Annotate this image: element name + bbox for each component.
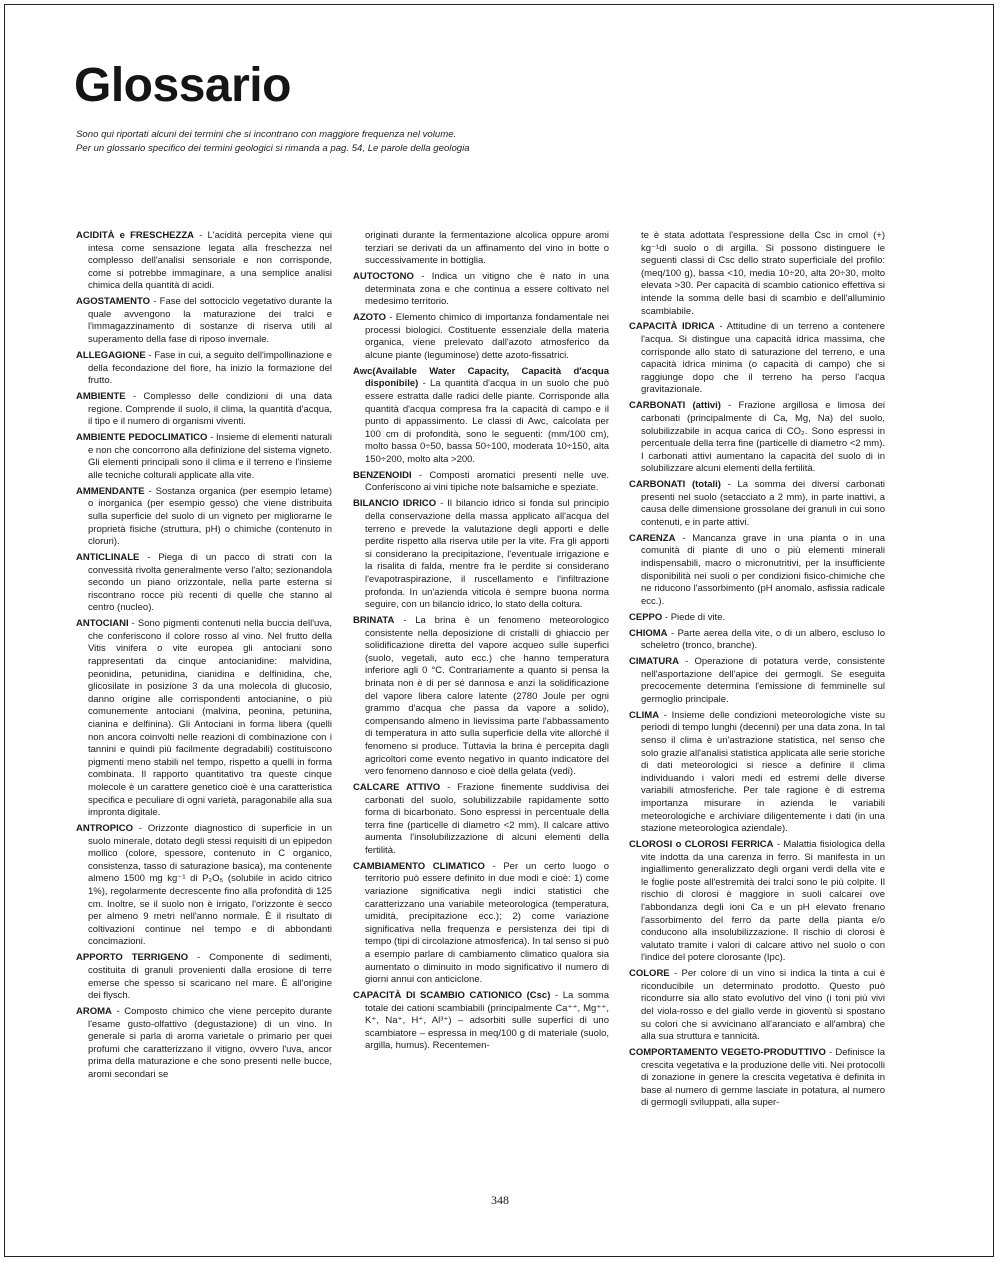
- glossary-column-3: [629, 230, 885, 1185]
- glossary-term: CLIMA: [629, 709, 660, 721]
- glossary-definition: Fase in cui, a seguito dell'impollinazione e della fecondazione del fiore, ha inizio la formazione del frutto.: [88, 349, 332, 387]
- glossary-term: CARBONATI (attivi): [629, 400, 721, 412]
- glossary-term: AZOTO: [353, 312, 387, 324]
- glossary-definition: Frazione argillosa e limosa dei carbonati (principalmente di Ca, Mg, Na) del suolo, solubilizzabile in acqua carica di CO₂. Sono espressi in percentuale della terra fine (particelle di diametro <2 mm). I carbonati attivi aumentano la capacità del suolo di in solubilizzare alcuni elementi della fertilità.: [641, 400, 885, 475]
- glossary-definition: Il bilancio idrico si fonda sul principio della conservazione della massa applicato all'acqua del terreno e prevede la valutazione degli apporti e delle perdite rispetto alla riserva utile per la vite. Fra gli apporti si considerano la precipitazione, l'eventuale irrigazione e la risalita di falda, mentre fra le perdite si considerano l'evapotraspirazione, il ruscellamento e l'infiltrazione profonda. In un'azienda viticola è sempre buona norma seguire, con un bilancio idrico, lo stato della coltura.: [365, 498, 609, 611]
- glossary-definition: Componente di sedimenti, costituita di granuli provenienti dalla erosione di terre emerse che spesso si scaricano nel mare. È all'origine dei flysch.: [88, 952, 332, 1002]
- glossary-definition: Frazione finemente suddivisa dei carbonati del suolo, solubilizzabile rapidamente sotto forma di bicarbonato. Sono espressi in percentuale della terra fine (particelle di diametro <2 mm). Il calcare attivo aumenta l'insolubilizzazione di alcuni elementi della fertilità.: [365, 782, 609, 856]
- glossary-definition: Per un certo luogo o territorio può essere definito in due modi e cioè: 1) come variazione significativa negli indici statistici che caratterizzano una variabile meteorologica (temperatura, umidità, precipitazione ecc.); 2) come variazione significativa nella frequenza e persistenza dei tipi di tempo (tipi di circolazione atmosferica). In tal senso si può a esempio parlare di cambiamento climatico qualora sia aumentato o diminuito in modo significativo il numero di giorni annui con anticiclone.: [365, 860, 609, 986]
- glossary-term: BRINATA: [353, 615, 395, 626]
- glossary-entry: ANTOCIANI - Sono pigmenti contenuti nella buccia dell'uva, che conferiscono il colore rosso al vino. Nel frutto della Vitis vinifera o vite europea gli antociani sono rappresentati da cinque antocianidine: malvidina, peonidina, petunidina, cianidina e delfinidina, che, glicosilate in posizione 3 da una molecola di glucosio, danno origine alle corrispondenti antocianine, o più comunemente antociani (malvina, peonina, petunina, cianina e delfinina). Gli Antociani in forma libera (quelli non ancora coinvolti nelle reazioni di combinazione con i tannini e quindi più facilmente degradabili) costituiscono pigmenti meno stabili nel tempo, rispetto a quelli in forma combinata. Il rapporto quantitativo tra queste cinque molecole è un carattere genetico cioè è una caratteristica specifica e peculiare di ogni varietà, paragonabile alla sua impronta digitale.: [76, 618, 332, 819]
- glossary-entry: ANTROPICO - Orizzonte diagnostico di superficie in un suolo minerale, dotato degli stessi requisiti di un epipedon mollico (colore, spessore, contenuto in C organico, consistenza, tasso di saturazione basica), ma contenente almeno 1500 mg kg⁻¹ di P₂O₅ (solubile in acido citrico 1%), regolarmente decrescente fino alla profondità di 125 cm. Inoltre, se il suolo non è irrigato, l'orizzonte è secco per almeno 9 metri nell'anno normale. È il risultato di coltivazioni continue nel tempo e di abbondanti concimazioni.: [76, 823, 332, 948]
- glossary-term: AMBIENTE: [76, 391, 126, 403]
- glossary-definition: L'acidità percepita viene qui intesa come sensazione legata alla freschezza nel complesso dell'analisi sensoriale e non corrisponde, come si potrebbe immaginare, a una semplice analisi chimica della quantità di acidi.: [88, 230, 332, 292]
- glossary-entry: CEPPO - Piede di vite.: [629, 611, 726, 623]
- glossary-entry: CALCARE ATTIVO - Frazione finemente suddivisa dei carbonati del suolo, solubilizzabile rapidamente sotto forma di bicarbonato. Sono espressi in percentuale della terra fine (particelle di diametro <2 mm). Il calcare attivo aumenta l'insolubilizzazione di alcuni elementi della fertilità.: [353, 782, 609, 856]
- glossary-entry: APPORTO TERRIGENO - Componente di sedimenti, costituita di granuli provenienti dalla erosione di terre emerse che spesso si scaricano nel mare. È all'origine dei flysch.: [76, 952, 332, 1002]
- glossary-entry: CAMBIAMENTO CLIMATICO - Per un certo luogo o territorio può essere definito in due modi e cioè: 1) come variazione significativa negli indici statistici che caratterizzano una variabile meteorologica (temperatura, umidità, precipitazione ecc.); 2) come variazione significativa nella frequenza e persistenza dei tipi di tempo (tipi di circolazione atmosferica). In tal senso si può a esempio parlare di cambiamento climatico qualora sia aumentato o diminuito in modo significativo il numero di giorni annui con anticiclone.: [353, 860, 609, 986]
- glossary-entry: CLIMA - Insieme delle condizioni meteorologiche viste su periodi di tempo lunghi (decenni) per una data zona. In tal senso il clima è un'astrazione statistica, nel senso che solo grazie all'analisi statistica applicata alle serie storiche di dati meteorologici si riesce a definire il clima individuando i valori medi ed estremi delle diverse variabili atmosferiche. Per tale ragione è di estrema importanza misurare in azienda le variabili meteorologiche e archiviare diligentemente i dati (in una stazione meteorologica aziendale).: [629, 709, 885, 835]
- glossary-definition: Attitudine di un terreno a contenere l'acqua. Si distingue una capacità idrica massima, che corrisponde allo stato di saturazione del terreno, e una capacità idrica minima (o capacità di campo) che si raggiunge dopo che il terreno ha perso l'acqua gravitazionale.: [641, 321, 885, 396]
- glossary-column-1: [76, 230, 332, 1185]
- glossary-entry: BENZENOIDI - Composti aromatici presenti nelle uve. Conferiscono ai vini tipiche note balsamiche e speziate.: [353, 469, 609, 494]
- glossary-definition: Malattia fisiologica della vite indotta da una carenza in ferro. Si manifesta in un ingiallimento generalizzato degli organi verdi della vite e le foglie poste all'estremità dei tralci sono le più colpite. Il rischio di clorosi è maggiore in suoli calcarei ove l'abbondanza degli ioni Ca e un pH elevato frenano l'assorbimento del ferro da parte della pianta e/o conducono alla insolubilizzazione. Il rischio di clorosi è valutato tramite i valori di calcare attivo nel suolo o con l'indice del potere clorosante (Ipc).: [641, 838, 885, 964]
- glossary-definition: Sono pigmenti contenuti nella buccia dell'uva, che conferiscono il colore rosso al vino. Nel frutto della Vitis vinifera o vite europea gli antociani sono rappresentati da cinque antocianidine: malvidina, peonidina, petunidina, cianidina e delfinidina, che, glicosilate in posizione 3 da una molecola di glucosio, danno origine alle corrispondenti antocianine, o più comunemente antociani (malvina, peonina, petunina, cianina e delfinina). Gli Antociani in forma libera (quelli non ancora coinvolti nelle reazioni di combinazione con i tannini e quindi più facilmente degradabili) costituiscono pigmenti meno stabili nel tempo, rispetto a quelli in forma combinata. Il rapporto quantitativo tra queste cinque molecole è un carattere genetico cioè è una caratteristica specifica e peculiare di ogni varietà, paragonabile alla sua impronta digitale.: [88, 618, 332, 819]
- glossary-column-2: [353, 230, 609, 1185]
- glossary-definition: Complesso delle condizioni di una data regione. Comprende il suolo, il clima, la quantità d'acqua, il tipo e il numero di organismi viventi.: [88, 391, 332, 428]
- glossary-entry-continuation: [629, 230, 885, 318]
- glossary-definition: Sostanza organica (per esempio letame) o inorganica (per esempio gesso) che viene distribuita sulla superficie del suolo di un vigneto per migliorarne le proprietà fisiche (struttura, pH) o chimiche (contenuto in cloruri).: [88, 485, 332, 548]
- glossary-term: CAPACITÀ IDRICA: [629, 321, 715, 333]
- glossary-definition: Composto chimico che viene percepito durante l'esame gusto-olfattivo (degustazione) di un vino. In generale si parla di aroma varietale o primario per quei profumi che caratterizzano il vitigno, ovvero l'uva, ancor prima della maturazione e che sono presenti nelle bucce, aromi secondari se: [88, 1006, 332, 1080]
- intro-line: Per un glossario specifico dei termini geologici si rimanda a pag. 54, Le parole della geologia: [76, 143, 470, 154]
- glossary-term: ACIDITÀ e FRESCHEZZA: [76, 230, 194, 241]
- glossary-term: BENZENOIDI: [353, 469, 412, 481]
- glossary-definition: La quantità d'acqua in un suolo che può essere estratta dalle radici delle piante. Corrisponde alla quantità d'acqua compresa fra la capacità di campo e il punto di appassimento. Le classi di Awc, calcolata per 100 cm di profondità, sono le seguenti: (mm/100 cm), molto bassa 0÷50, bassa 50÷100, moderata 10÷150, alta 150÷200, molto alta >200.: [365, 378, 609, 465]
- glossary-entry: ACIDITÀ e FRESCHEZZA - L'acidità percepita viene qui intesa come sensazione legata alla freschezza nel complesso dell'analisi sensoriale e non corrisponde, come si potrebbe immaginare, a una semplice analisi chimica della quantità di acidi.: [76, 230, 332, 292]
- glossary-definition: Piega di un pacco di strati con la convessità rivolta generalmente verso l'alto; sezionandola secondo un piano orizzontale, nella parte esterna si riscontrano rocce più recenti di quelle che stanno al centro (nucleo).: [88, 552, 332, 614]
- glossary-entry: COLORE - Per colore di un vino si indica la tinta a cui è riconducibile un determinato prodotto. Questo può ricondurre sia allo stato evolutivo del vino (i toni più vivi del viola-rosso e del giallo verde in gioventù si spostano su colori che si avvicinano all'aranciato e all'ambra) che alla sua struttura e tannicità.: [629, 968, 885, 1043]
- glossary-entry: AZOTO - Elemento chimico di importanza fondamentale nei processi biologici. Costituente essenziale della materia organica, viene prelevato dall'azoto atmosferico da alcune piante (leguminose) dette azoto-fissatrici.: [353, 312, 609, 361]
- glossary-definition: Operazione di potatura verde, consistente nell'asportazione dell'apice dei germogli. Se eseguita precocemente determina l'emissione di femminelle sul germoglio principale.: [641, 656, 885, 705]
- glossary-entry: ANTICLINALE - Piega di un pacco di strati con la convessità rivolta generalmente verso l'alto; sezionandola secondo un piano orizzontale, nella parte esterna si riscontrano rocce più recenti di quelle che stanno al centro (nucleo).: [76, 552, 332, 614]
- glossary-entry: BILANCIO IDRICO - Il bilancio idrico si fonda sul principio della conservazione della massa applicato all'acqua del terreno e prevede la valutazione degli apporti e delle perdite rispetto alla riserva utile per la vite. Fra gli apporti si considerano la precipitazione, l'eventuale irrigazione e la risalita di falda, mentre fra le perdite si considerano l'evapotraspirazione, il ruscellamento e l'infiltrazione profonda. In un'azienda viticola è sempre buona norma seguire, con un bilancio idrico, lo stato della coltura.: [353, 498, 609, 611]
- glossary-definition: originati durante la fermentazione alcolica oppure aromi terziari se derivati da un affinamento del vino in botte o successivamente in bottiglia.: [365, 230, 609, 267]
- glossary-definition: Mancanza grave in una pianta o in una comunità di piante di uno o più elementi minerali indispensabili, macro o micronutritivi, per la insufficiente disponibilità nei suoli o per condizioni fisico-chimiche che ne riducono l'assorbimento (pH anomalo, asfissia radicale ecc.).: [641, 532, 885, 607]
- glossary-entry: CLOROSI o CLOROSI FERRICA - Malattia fisiologica della vite indotta da una carenza in ferro. Si manifesta in un ingiallimento generalizzato degli organi verdi della vite e le foglie poste all'estremità dei tralci sono le più colpite. Il rischio di clorosi è maggiore in suoli calcarei ove l'abbondanza degli ioni Ca e un pH elevato frenano l'assorbimento del ferro da parte della pianta e/o conducono alla insolubilizzazione. Il rischio di clorosi è valutato tramite i valori di calcare attivo nel suolo o con l'indice del potere clorosante (Ipc).: [629, 838, 885, 964]
- glossary-term: AGOSTAMENTO: [76, 296, 151, 308]
- glossary-entry: CIMATURA - Operazione di potatura verde, consistente nell'asportazione dell'apice dei germogli. Se eseguita precocemente determina l'emissione di femminelle sul germoglio principale.: [629, 656, 885, 705]
- glossary-definition: Indica un vitigno che è nato in una determinata zona e che continua a essere coltivato nel medesimo territorio.: [365, 271, 609, 308]
- glossary-entry: CAPACITÀ DI SCAMBIO CATIONICO (Csc) - La somma totale dei cationi scambiabili (principalmente Ca⁺⁺, Mg⁺⁺, K⁺, Na⁺, H⁺, Al³⁺) – adsorbiti sulle superfici di uno scambiatore – espressa in meq/100 g di materiale (suolo, argilla, humus). Recentemen-: [353, 990, 609, 1052]
- glossary-term: CIMATURA: [629, 656, 679, 668]
- glossary-term: AMMENDANTE: [76, 485, 145, 497]
- glossary-term: CARBONATI (totali): [629, 479, 721, 491]
- glossary-entry: CAPACITÀ IDRICA - Attitudine di un terreno a contenere l'acqua. Si distingue una capacità idrica massima, che corrisponde allo stato di saturazione del terreno, e una capacità idrica minima (o capacità di campo) che si raggiunge dopo che il terreno ha perso l'acqua gravitazionale.: [629, 321, 885, 396]
- glossary-definition: Fase del sottociclo vegetativo durante la quale avvengono la maturazione dei tralci e l'immagazzinamento di sostanze di riserva utili al superamento della fase di riposo invernale.: [88, 296, 332, 346]
- glossary-definition: Insieme di elementi naturali e non che concorrono alla definizione del sistema vigneto. Gli elementi principali sono il clima e il terreno e l'insieme alle tecniche colturali applicate alla vite.: [88, 432, 332, 481]
- glossary-term: COLORE: [629, 968, 670, 980]
- glossary-definition: La somma totale dei cationi scambiabili (principalmente Ca⁺⁺, Mg⁺⁺, K⁺, Na⁺, H⁺, Al³⁺) – adsorbiti sulle superfici di uno scambiatore – espressa in meq/100 g di materiale (suolo, argilla, humus). Recentemen-: [365, 990, 609, 1052]
- glossary-entry: ALLEGAGIONE - Fase in cui, a seguito dell'impollinazione e della fecondazione del fiore, ha inizio la formazione del frutto.: [76, 349, 332, 387]
- glossary-term: APPORTO TERRIGENO: [76, 952, 189, 964]
- intro-line: Sono qui riportati alcuni dei termini che si incontrano con maggiore frequenza nel volume.: [76, 129, 457, 140]
- glossary-definition: Orizzonte diagnostico di superficie in un suolo minerale, dotato degli stessi requisiti di un epipedon mollico (colore, spessore, contenuto in C organico, consistenza, tasso di saturazione basica), ma contenente almeno 1500 mg kg⁻¹ di P₂O₅ (solubile in acido citrico 1%), regolarmente decrescente fino alla profondità di 125 cm. Inoltre, se il suolo non è irrigato, l'orizzonte è secco per almeno 9 metri nell'anno normale. È il risultato di coltivazioni continue nel tempo e di abbondanti concimazioni.: [88, 823, 332, 948]
- glossary-entry: AUTOCTONO - Indica un vitigno che è nato in una determinata zona e che continua a essere coltivato nel medesimo territorio.: [353, 271, 609, 308]
- page-number: 348: [491, 1193, 509, 1207]
- glossary-entry: AMBIENTE PEDOCLIMATICO - Insieme di elementi naturali e non che concorrono alla definizione del sistema vigneto. Gli elementi principali sono il clima e il terreno e l'insieme alle tecniche colturali applicate alla vite.: [76, 432, 332, 481]
- glossary-term: AMBIENTE PEDOCLIMATICO: [76, 432, 208, 444]
- glossary-definition: Insieme delle condizioni meteorologiche viste su periodi di tempo lunghi (decenni) per una data zona. In tal senso il clima è un'astrazione statistica, nel senso che solo grazie all'analisi statistica applicata alle serie storiche di dati meteorologici si riesce a definire il clima individuando i valori medi ed estremi delle diverse variabili atmosferiche. Per tale ragione è di estrema importanza misurare in azienda le variabili meteorologiche e archiviare diligentemente i dati (in una stazione meteorologica aziendale).: [641, 709, 885, 835]
- glossary-definition: Piede di vite.: [670, 611, 726, 623]
- glossary-term: CARENZA: [629, 532, 676, 544]
- glossary-entry: CHIOMA - Parte aerea della vite, o di un albero, escluso lo scheletro (tronco, branche).: [629, 627, 885, 652]
- glossary-definition: Definisce la crescita vegetativa e la produzione delle viti. Nei protocolli di zonazione in genere la crescita vegetativa è definita in base al numero di gemme lasciate in potatura, al numero di germogli sviluppati, alla super-: [641, 1047, 885, 1109]
- glossary-entry: AMMENDANTE - Sostanza organica (per esempio letame) o inorganica (per esempio gesso) che viene distribuita sulla superficie del suolo di un vigneto per migliorarne le proprietà fisiche (struttura, pH) o chimiche (contenuto in cloruri).: [76, 485, 332, 548]
- glossary-definition: Per colore di un vino si indica la tinta a cui è riconducibile un determinato prodotto. Questo può ricondurre sia allo stato evolutivo del vino (i toni più vivi del viola-rosso e del giallo verde in gioventù si spostano su colori che si avvicinano all'aranciato e all'ambra) che alla sua struttura e tannicità.: [641, 968, 885, 1043]
- glossary-term: COMPORTAMENTO VEGETO-PRODUTTIVO: [629, 1047, 826, 1059]
- glossary-entry-continuation: [353, 230, 609, 268]
- glossary-term: CEPPO: [629, 611, 663, 623]
- glossary-term: AUTOCTONO: [353, 271, 414, 283]
- glossary-entry: AGOSTAMENTO - Fase del sottociclo vegetativo durante la quale avvengono la maturazione dei tralci e l'immagazzinamento di sostanze di riserva utili al superamento della fase di riposo invernale.: [76, 296, 332, 346]
- glossary-definition: te è stata adottata l'espressione della Csc in cmol (+) kg⁻¹di suolo o di argilla. Si possono distinguere le seguenti classi di Csc dello strato superficiale del profilo: (meq/100 g), bassa <10, media 10÷20, alta 20÷30, molto elevata >30. Per capacità di scambio cationico effettiva si intende la somma delle basi di scambio e dell'alluminio scambiabile.: [641, 230, 885, 317]
- glossary-term: CLOROSI o CLOROSI FERRICA: [629, 838, 774, 850]
- glossary-term: Awc(Available Water Capacity, Capacità d'acqua disponibile): [353, 365, 609, 390]
- glossary-entry: AROMA - Composto chimico che viene percepito durante l'esame gusto-olfattivo (degustazione) di un vino. In generale si parla di aroma varietale o primario per quei profumi che caratterizzano il vitigno, ovvero l'uva, ancor prima della maturazione e che sono presenti nelle bucce, aromi secondari se: [76, 1006, 332, 1080]
- intro-text: [76, 128, 556, 156]
- glossary-definition: Elemento chimico di importanza fondamentale nei processi biologici. Costituente essenziale della materia organica, viene prelevato dall'azoto atmosferico da alcune piante (leguminose) dette azoto-fissatrici.: [365, 312, 609, 361]
- glossary-entry: CARBONATI (totali) - La somma dei diversi carbonati presenti nel suolo (setacciato a 2 mm), in parte inattivi, a causa delle dimensione grossolane dei granuli in cui sono contenuti, e in parte attivi.: [629, 479, 885, 528]
- glossary-term: ANTICLINALE: [76, 552, 140, 564]
- glossary-term: ANTOCIANI: [76, 618, 129, 630]
- glossary-definition: La brina è un fenomeno meteorologico consistente nella deposizione di cristalli di ghiaccio per solidificazione diretta del vapore acqueo sulle superfici (suolo, vegetali, auto ecc.) che hanno temperatura inferiore agli 0 °C. Contrariamente a quanto si pensa la brinata non è di per sé dannosa e anzi la solidificazione del vapore libera calore latente (2780 Joule per ogni grammo d'acqua che passa da vapore a solido), compensando almeno in lievissima parte l'abbassamento di temperatura in atto sulla superficie della vite allorché il fenomeno si produce. Tuttavia la brina è percepita dagli agricoltori come evento negativo in quanto indicatore del vero fenomeno dannoso e cioè della gelata (vedi).: [365, 615, 609, 778]
- glossary-term: CALCARE ATTIVO: [353, 782, 441, 794]
- glossary-entry: Awc(Available Water Capacity, Capacità d'acqua disponibile) - La quantità d'acqua in un suolo che può essere estratta dalle radici delle piante. Corrisponde alla quantità d'acqua compresa fra la capacità di campo e il punto di appassimento. Le classi di Awc, calcolata per 100 cm di profondità, sono le seguenti: (mm/100 cm), molto bassa 0÷50, bassa 50÷100, moderata 10÷150, alta 150÷200, molto alta >200.: [353, 365, 609, 465]
- glossary-entry: AMBIENTE - Complesso delle condizioni di una data regione. Comprende il suolo, il clima, la quantità d'acqua, il tipo e il numero di organismi viventi.: [76, 391, 332, 428]
- glossary-definition: La somma dei diversi carbonati presenti nel suolo (setacciato a 2 mm), in parte inattivi, a causa delle dimensione grossolane dei granuli in cui sono contenuti, e in parte attivi.: [641, 479, 885, 528]
- glossary-definition: Parte aerea della vite, o di un albero, escluso lo scheletro (tronco, branche).: [641, 627, 885, 652]
- glossary-entry: CARENZA - Mancanza grave in una pianta o in una comunità di piante di uno o più elementi minerali indispensabili, macro o micronutritivi, per la insufficiente disponibilità nei suoli o per condizioni fisico-chimiche che ne riducono l'assorbimento (pH anomalo, asfissia radicale ecc.).: [629, 532, 885, 607]
- glossary-term: BILANCIO IDRICO: [353, 498, 437, 510]
- glossary-definition: Composti aromatici presenti nelle uve. Conferiscono ai vini tipiche note balsamiche e speziate.: [365, 469, 609, 494]
- page-title: Glossario: [74, 59, 291, 112]
- glossary-term: AROMA: [76, 1006, 112, 1017]
- glossary-term: CHIOMA: [629, 627, 668, 639]
- glossary-term: ALLEGAGIONE: [76, 349, 146, 361]
- glossary-term: ANTROPICO: [76, 823, 133, 835]
- glossary-entry: BRINATA - La brina è un fenomeno meteorologico consistente nella deposizione di cristalli di ghiaccio per solidificazione diretta del vapore acqueo sulle superfici (suolo, vegetali, auto ecc.) che hanno temperatura inferiore agli 0 °C. Contrariamente a quanto si pensa la brinata non è di per sé dannosa e anzi la solidificazione del vapore libera calore latente (2780 Joule per ogni grammo d'acqua che passa da vapore a solido), compensando almeno in lievissima parte l'abbassamento di temperatura in atto sulla superficie della vite allorché il fenomeno si produce. Tuttavia la brina è percepita dagli agricoltori come evento negativo in quanto indicatore del vero fenomeno dannoso e cioè della gelata (vedi).: [353, 615, 609, 778]
- glossary-entry: CARBONATI (attivi) - Frazione argillosa e limosa dei carbonati (principalmente di Ca, Mg, Na) del suolo, solubilizzabile in acqua carica di CO₂. Sono espressi in percentuale della terra fine (particelle di diametro <2 mm). I carbonati attivi aumentano la capacità del suolo di in solubilizzare alcuni elementi della fertilità.: [629, 400, 885, 475]
- glossary-term: CAPACITÀ DI SCAMBIO CATIONICO (Csc): [353, 990, 551, 1002]
- glossary-entry: COMPORTAMENTO VEGETO-PRODUTTIVO - Definisce la crescita vegetativa e la produzione delle viti. Nei protocolli di zonazione in genere la crescita vegetativa è definita in base al numero di gemme lasciate in potatura, al numero di germogli sviluppati, alla super-: [629, 1047, 885, 1109]
- glossary-term: CAMBIAMENTO CLIMATICO: [353, 860, 485, 872]
